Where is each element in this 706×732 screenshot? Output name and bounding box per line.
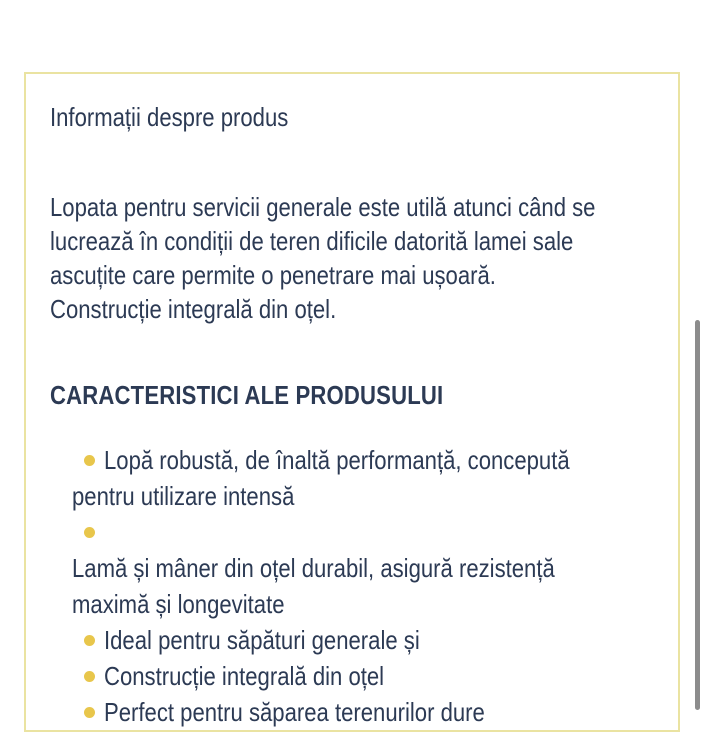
description-line: Construcție integrală din oțel. — [50, 294, 337, 324]
description-line: Lopata pentru servicii generale este utilă atunci când se — [50, 192, 596, 222]
feature-item: Lamă și mâner din oțel durabil, asigură rezistență maximă și longevitate — [72, 514, 660, 622]
features-list — [50, 442, 660, 730]
bullet-icon — [84, 455, 95, 466]
description-line: lucrează în condiții de teren dificile datorită lamei sale — [50, 226, 574, 256]
scrollbar-thumb[interactable] — [695, 320, 700, 710]
product-info-card — [24, 72, 680, 732]
bullet-icon — [84, 635, 95, 646]
bullet-icon — [84, 527, 95, 538]
feature-item: Perfect pentru săparea terenurilor dure — [72, 694, 660, 730]
feature-item: Lopă robustă, de înaltă performanță, concepută pentru utilizare intensă — [72, 445, 570, 511]
feature-item: Construcție integrală din oțel — [72, 658, 660, 694]
bullet-icon — [84, 707, 95, 718]
feature-item: Ideal pentru săpături generale și — [72, 622, 660, 658]
description-line: ascuțite care permite o penetrare mai ușoară. — [50, 260, 496, 290]
features-heading: CARACTERISTICI ALE PRODUSULUI — [50, 380, 444, 410]
section-title: Informații despre produs — [50, 102, 289, 132]
bullet-icon — [84, 671, 95, 682]
product-description — [50, 190, 660, 326]
